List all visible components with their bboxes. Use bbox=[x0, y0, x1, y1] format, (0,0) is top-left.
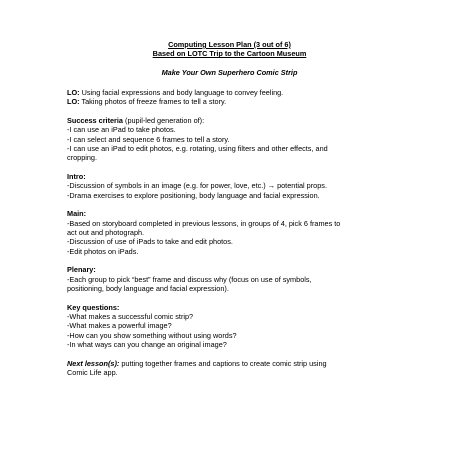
objective-1-label: LO: bbox=[67, 87, 80, 97]
objective-1 bbox=[67, 88, 392, 97]
success-item: -I can select and sequence 6 frames to tell a story. bbox=[67, 134, 230, 144]
intro-item: -Drama exercises to explore positioning, body language and facial expression. bbox=[67, 190, 320, 200]
main-item: -Discussion of use of iPads to take and edit photos. bbox=[67, 237, 233, 247]
success-criteria-heading bbox=[67, 116, 392, 125]
lesson-plan-page bbox=[67, 40, 392, 377]
key-question-item: -How can you show something without using words? bbox=[67, 330, 237, 340]
title-line-2: Based on LOTC Trip to the Cartoon Museum bbox=[152, 49, 307, 59]
intro-item: -Discussion of symbols in an image (e.g. for power, love, etc.) → potential props. bbox=[67, 181, 327, 191]
plenary-heading: Plenary: bbox=[67, 265, 96, 275]
main-item: -Based on storyboard completed in previous lessons, in groups of 4, pick 6 frames to bbox=[67, 218, 341, 228]
next-lessons-line-2: Comic Life app. bbox=[67, 368, 118, 378]
next-lessons-text: putting together frames and captions to create comic strip using bbox=[119, 358, 327, 368]
learning-objectives bbox=[67, 88, 392, 107]
key-question-item: -What makes a powerful image? bbox=[67, 321, 172, 331]
plenary-item: positioning, body language and facial expression). bbox=[67, 283, 229, 293]
objective-2-label: LO: bbox=[67, 97, 80, 107]
subtitle: Make Your Own Superhero Comic Strip bbox=[161, 67, 298, 77]
next-lessons-label: Next lesson(s): bbox=[67, 358, 120, 368]
success-criteria-suffix: (pupil-led generation of): bbox=[122, 115, 205, 125]
success-item: -I can use an iPad to edit photos, e.g. rotating, using filters and other effects, and bbox=[67, 143, 328, 153]
intro-heading: Intro: bbox=[67, 171, 86, 181]
success-item: -I can use an iPad to take photos. bbox=[67, 125, 176, 135]
success-item: cropping. bbox=[67, 153, 98, 163]
key-questions-heading: Key questions: bbox=[67, 302, 120, 312]
key-question-item: -In what ways can you change an original image? bbox=[67, 339, 227, 349]
main-item: -Edit photos on iPads. bbox=[67, 246, 139, 256]
main-section bbox=[67, 209, 392, 255]
key-question-item: -What makes a successful comic strip? bbox=[67, 312, 194, 322]
objective-1-text: Using facial expressions and body language to convey feeling. bbox=[79, 87, 284, 97]
plenary-item: -Each group to pick “best” frame and discuss why (focus on use of symbols, bbox=[67, 274, 312, 284]
intro-section bbox=[67, 172, 392, 200]
success-criteria-label: Success criteria bbox=[67, 115, 123, 125]
main-heading: Main: bbox=[67, 209, 87, 219]
success-criteria-section bbox=[67, 116, 392, 162]
plenary-section bbox=[67, 265, 392, 293]
key-questions-section bbox=[67, 303, 392, 349]
next-lessons-line-1 bbox=[67, 359, 392, 368]
objective-2 bbox=[67, 97, 392, 106]
next-lessons-section bbox=[67, 359, 392, 378]
title-line-1: Computing Lesson Plan (3 out of 6) bbox=[168, 40, 291, 49]
objective-2-text: Taking photos of freeze frames to tell a story. bbox=[79, 97, 227, 107]
main-item: act out and photograph. bbox=[67, 227, 145, 237]
